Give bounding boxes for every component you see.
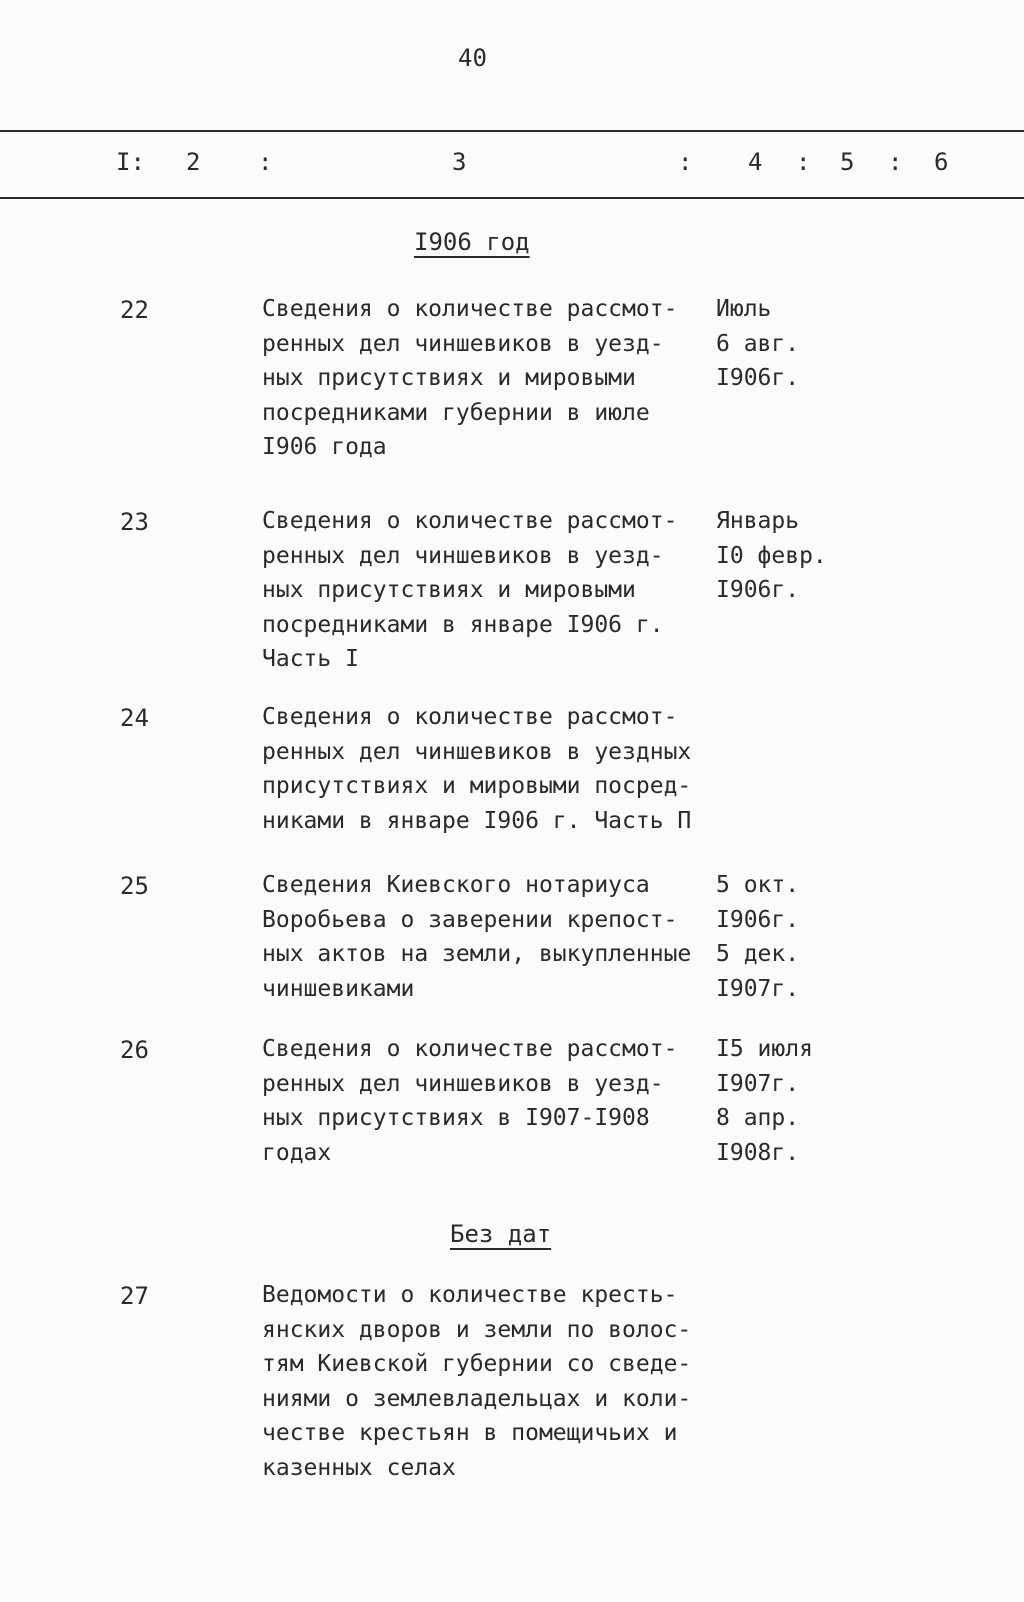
description-line: Сведения о количестве рассмот- (262, 1036, 678, 1062)
entry-dates (716, 504, 866, 608)
column-header-5: 5 (840, 148, 855, 176)
entry-description (262, 504, 702, 677)
description-line: Сведения о количестве рассмот- (262, 704, 678, 730)
entry-description (262, 700, 702, 838)
column-header-1: I: (116, 148, 145, 176)
column-header-6: 6 (934, 148, 949, 176)
date-line: I908г. (716, 1139, 800, 1166)
description-line: ренных дел чиншевиков в уезд- (262, 330, 664, 357)
entry-number: 27 (120, 1282, 149, 1310)
header-bottom-rule (0, 197, 1024, 199)
description-line: I906 года (262, 434, 387, 460)
date-line: I0 февр. (716, 542, 827, 569)
description-line: ных присутствиях в I907-I908 (262, 1105, 650, 1131)
description-line: честве крестьян в помещичьих и (262, 1420, 678, 1446)
column-separator: : (888, 148, 903, 176)
entry-dates (716, 292, 866, 396)
date-line: I906г. (716, 365, 800, 391)
page-number: 40 (458, 44, 487, 72)
description-line: Сведения Киевского нотариуса (262, 872, 650, 898)
description-line: ренных дел чиншевиков в уездных (262, 738, 692, 765)
entry-description (262, 1278, 702, 1485)
date-line: 8 апр. (716, 1105, 800, 1131)
entry-description (262, 868, 702, 1006)
entry-number: 23 (120, 508, 149, 536)
entry-number: 26 (120, 1036, 149, 1064)
entry-dates (716, 868, 866, 1006)
description-line: Воробьева о заверении крепост- (262, 906, 678, 933)
entry-dates (716, 1032, 866, 1170)
description-line: посредниками губернии в июле (262, 399, 650, 426)
description-line: ных актов на земли, выкупленные (262, 941, 692, 967)
section-title: I906 год (414, 228, 530, 256)
description-line: янских дворов и земли по волос- (262, 1316, 692, 1343)
date-line: 6 авг. (716, 330, 800, 357)
entry-number: 24 (120, 704, 149, 732)
column-separator: : (678, 148, 693, 176)
description-line: казенных селах (262, 1454, 456, 1481)
entry-number: 22 (120, 296, 149, 324)
column-separator: : (258, 148, 273, 176)
column-header-4: 4 (748, 148, 763, 176)
description-line: Ведомости о количестве кресть- (262, 1282, 678, 1308)
column-header-2: 2 (186, 148, 201, 176)
entry-number: 25 (120, 872, 149, 900)
date-line: Июль (716, 296, 772, 322)
column-header-3: 3 (452, 148, 467, 176)
description-line: ренных дел чиншевиков в уезд- (262, 542, 664, 569)
description-line: ниями о землевладельцах и коли- (262, 1385, 692, 1412)
section-title: Без дат (450, 1220, 552, 1248)
description-line: ных присутствиях и мировыми (262, 577, 636, 603)
date-line: Январь (716, 508, 800, 534)
description-line: ных присутствиях и мировыми (262, 365, 636, 391)
column-separator: : (796, 148, 811, 176)
entry-description (262, 292, 702, 465)
description-line: никами в январе I906 г. Часть П (262, 807, 692, 834)
description-line: Сведения о количестве рассмот- (262, 508, 678, 534)
date-line: I906г. (716, 906, 800, 933)
description-line: годах (262, 1139, 332, 1166)
entry-description (262, 1032, 702, 1170)
date-line: 5 окт. (716, 872, 800, 898)
description-line: посредниками в январе I906 г. (262, 611, 664, 638)
description-line: Сведения о количестве рассмот- (262, 296, 678, 322)
description-line: тям Киевской губернии со сведе- (262, 1351, 692, 1377)
date-line: I907г. (716, 975, 800, 1002)
date-line: I906г. (716, 577, 800, 603)
description-line: Часть I (262, 646, 359, 672)
description-line: присутствиях и мировыми посред- (262, 773, 692, 799)
date-line: I5 июля (716, 1036, 813, 1062)
date-line: 5 дек. (716, 941, 800, 967)
description-line: ренных дел чиншевиков в уезд- (262, 1070, 664, 1097)
description-line: чиншевиками (262, 975, 415, 1002)
header-top-rule (0, 130, 1024, 132)
date-line: I907г. (716, 1070, 800, 1097)
